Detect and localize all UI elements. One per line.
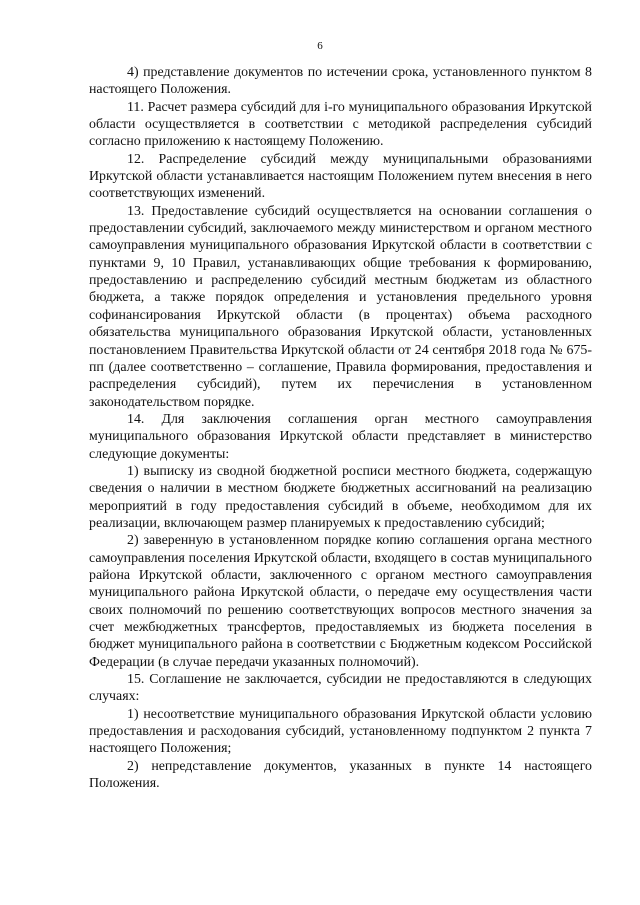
paragraph-11: 11. Расчет размера субсидий для i-го муниципального образования Иркутской области осуществляется в соответствии с методикой распределения субсидий согласно приложению к настоящему Положению. [89,99,592,150]
paragraph-15: 15. Соглашение не заключается, субсидии не предоставляются в следующих случаях: [89,672,592,705]
paragraph-14: 14. Для заключения соглашения орган местного самоуправления муниципального образования Иркутской области представляет в министерство следующие документы: [89,411,592,462]
paragraph-14-item-2: 2) заверенную в установленном порядке копию соглашения органа местного самоуправления поселения Иркутской области, входящего в состав муниципального района Иркутской области, заключенного с органом местного самоуправления муниципального района Иркутской области, о передаче ему осуществления части своих полномочий по решению соответствующих вопросов местного значения за счет межбюджетных трансфертов, предоставляемых из бюджета поселения в бюджет муниципального района в соответствии с Бюджетным кодексом Российской Федерации (в случае передачи указанных полномочий). [89,533,592,670]
page-number: 6 [317,40,323,52]
paragraph-15-item-2: 2) непредставление документов, указанных в пункте 14 настоящего Положения. [89,758,592,792]
paragraph-15-item-1: 1) несоответствие муниципального образования Иркутской области условию предоставления и расходования субсидий, установленному подпунктом 2 пункта 7 настоящего Положения; [89,706,592,757]
paragraph-item-4: 4) представление документов по истечении срока, установленного пунктом 8 настоящего Положения. [89,65,592,98]
document-body [89,64,592,792]
paragraph-12: 12. Распределение субсидий между муниципальными образованиями Иркутской области устанавливается настоящим Положением путем внесения в него соответствующих изменений. [89,151,592,202]
paragraph-14-item-1: 1) выписку из сводной бюджетной росписи местного бюджета, содержащую сведения о наличии в местном бюджете бюджетных ассигнований на реализацию мероприятий в году предоставления субсидий в объеме, необходимом для их реализации, включающем размер планируемых к предоставлению субсидий; [89,463,592,531]
paragraph-13: 13. Предоставление субсидий осуществляется на основании соглашения о предоставлении субсидий, заключаемого между министерством и органом местного самоуправления муниципального образования Иркутской области в соответствии с пунктами 9, 10 Правил, устанавливающих общие требования к формированию, предоставлению и распределению субсидий местным бюджетам из областного бюджета, а также порядок определения и установления предельного уровня софинансирования Иркутской области (в процентах) объема расходного обязательства муниципального образования Иркутской области, установленных постановлением Правительства Иркутской области от 24 сентября 2018 года № 675-пп (далее соответственно – соглашение, Правила формирования, предоставления и распределения субсидий), путем их перечисления в установленном законодательством порядке. [89,203,592,410]
